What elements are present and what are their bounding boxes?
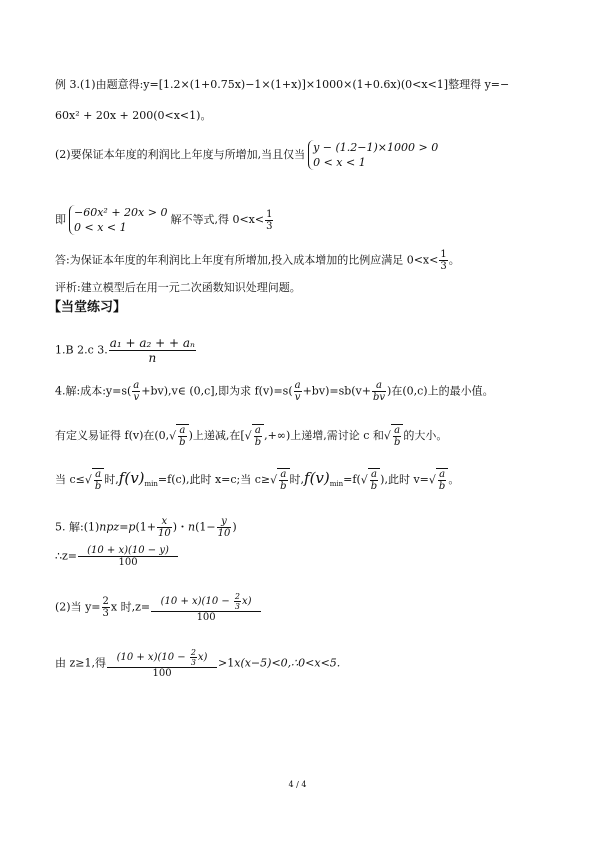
text: 的大小。	[403, 429, 448, 442]
system-row: 0 < x < 1	[313, 156, 366, 169]
answer-text: 答:为保证本年度的年利润比上年度有所增加,投入成本增加的比例应满足 0<x<	[55, 253, 439, 267]
sqrt-a-over-b: √ $\frac{a}{b}$	[361, 468, 380, 492]
text: x 时,z=	[110, 600, 151, 614]
text: ∴z=	[55, 549, 78, 563]
text: (1+	[135, 520, 156, 534]
denominator: 10	[157, 528, 171, 539]
sqrt-a-over-b: √ $\frac{a}{b}$	[169, 424, 188, 448]
denominator: b	[179, 437, 186, 448]
text: 。	[448, 473, 460, 486]
denominator: b	[280, 481, 287, 492]
text: )在(0,c)上的最小值。	[387, 384, 494, 398]
min-subscript: min	[329, 480, 344, 489]
text: +bv)=sb(v+	[302, 384, 371, 398]
numerator: a	[254, 425, 261, 436]
denominator: v	[294, 392, 301, 403]
inequality-system	[69, 205, 167, 235]
fraction	[107, 648, 217, 679]
numerator: a	[372, 380, 386, 392]
text: 时,	[289, 473, 305, 486]
text: )	[232, 520, 237, 534]
text: )上递减,在[	[188, 429, 245, 442]
denominator: 10	[217, 528, 231, 539]
denominator: 3	[266, 220, 273, 232]
text: ),此时 v=	[380, 473, 429, 486]
solve-text: 解不等式,得 0<x<	[170, 213, 265, 226]
practice-5-therefore	[55, 545, 179, 568]
practice-1-3	[55, 336, 197, 365]
numerator: 1	[440, 249, 447, 260]
answers-text: 1.B 2.c 3.	[55, 343, 108, 357]
system-row: −60x² + 20x > 0	[74, 206, 168, 219]
example3-line3	[55, 140, 441, 170]
denominator: b	[370, 481, 378, 492]
text: 时,	[104, 473, 119, 486]
denominator: b	[254, 437, 262, 448]
function-fv: f(v)	[304, 469, 330, 487]
text: )・	[172, 520, 189, 534]
text: n	[188, 520, 196, 534]
practice-4-line1	[55, 380, 494, 403]
numerator: 1	[266, 208, 273, 220]
denominator: b	[393, 437, 401, 448]
text: x(x−5)<0,∴0<x<5.	[234, 656, 341, 670]
text: 有定义易证得 f(v)在(0,	[55, 429, 170, 442]
system-row: y − (1.2−1)×1000 > 0	[313, 141, 439, 154]
section-heading: 【当堂练习】	[48, 300, 127, 315]
numerator: (10 + x)(10 − $\frac{2}{3}$ x)	[151, 592, 261, 612]
numerator: (10 + x)(10 − y)	[78, 545, 178, 557]
example3-comment: 评析:建立模型后在用一元二次函数知识处理问题。	[55, 281, 301, 294]
numerator: a	[394, 425, 401, 436]
practice-5-part3	[55, 648, 340, 679]
fraction	[151, 592, 261, 623]
text: 4.解:成本:y=s(	[55, 384, 132, 398]
prefix: 即	[55, 213, 66, 226]
text: +bv),v∈ (0,c],即为求 f(v)=s(	[141, 384, 293, 398]
system-row: 0 < x < 1	[74, 221, 127, 234]
text: ,+∞)上递增,需讨论 c 和	[264, 429, 384, 442]
inequality-system	[308, 140, 438, 170]
text: 当 c≤	[55, 473, 85, 486]
denominator: n	[148, 351, 157, 365]
fraction	[109, 336, 196, 365]
sqrt-a-over-b: √ $\frac{a}{b}$	[85, 468, 104, 492]
denominator: bv	[372, 392, 386, 403]
practice-5-part2	[55, 592, 262, 623]
numerator: (10 + x)(10 − $\frac{2}{3}$ x)	[107, 648, 217, 668]
denominator: b	[438, 481, 446, 492]
fraction	[294, 380, 302, 403]
sqrt-a-over-b: √ $\frac{a}{b}$	[245, 424, 264, 448]
numerator: a	[133, 380, 140, 391]
denominator: v	[133, 392, 140, 403]
numerator: y	[217, 516, 232, 528]
numerator: a	[294, 380, 301, 391]
period: 。	[448, 253, 460, 267]
numerator: a	[95, 469, 102, 480]
text: =f(c),此时 x=c;当 c≥	[157, 473, 271, 486]
min-subscript: min	[144, 480, 158, 489]
denominator: 100	[152, 668, 172, 679]
text: =f(	[343, 473, 361, 486]
example3-line4	[55, 205, 274, 235]
text: (1−	[195, 520, 216, 534]
numerator: a	[280, 469, 287, 480]
example3-answer	[55, 249, 460, 272]
text: (2)当 y=	[55, 600, 101, 614]
example3-line2: 60x² + 20x + 200(0<x<1)。	[55, 109, 212, 122]
denominator: b	[94, 481, 102, 492]
practice-5-line1	[55, 516, 237, 539]
fraction	[265, 209, 273, 232]
fraction	[217, 516, 232, 539]
fraction	[157, 516, 172, 539]
text: >1	[218, 656, 235, 670]
text: npz=p	[99, 520, 136, 534]
condition-text: (2)要保证本年度的利润比上年度与所增加,当且仅当	[55, 148, 306, 161]
page-number: 4 / 4	[288, 780, 307, 789]
numerator: a	[439, 469, 446, 480]
fraction	[439, 249, 447, 272]
text: 5. 解:(1)	[55, 520, 100, 534]
numerator: a	[179, 425, 186, 436]
fraction	[78, 545, 178, 568]
denominator: 100	[118, 557, 138, 568]
sqrt-a-over-b: √ $\frac{a}{b}$	[384, 424, 403, 448]
fraction	[372, 380, 386, 403]
practice-4-line2	[55, 424, 447, 448]
sqrt-a-over-b: √ $\frac{a}{b}$	[270, 468, 289, 492]
text: 由 z≥1,得	[55, 656, 107, 670]
numerator: a₁ + a₂ + + aₙ	[109, 336, 195, 350]
sqrt-a-over-b: √ $\frac{a}{b}$	[429, 468, 448, 492]
numerator: 2	[102, 596, 109, 607]
function-fv: f(v)	[118, 469, 145, 487]
fraction	[102, 596, 110, 619]
example3-line1: 例 3.(1)由题意得:y=[1.2×(1+0.75x)−1×(1+x)]×1000×(1+0.6x)(0<x<1]整理得 y=−	[55, 78, 510, 91]
denominator: 3	[102, 608, 109, 619]
numerator: x	[157, 516, 172, 528]
denominator: 100	[196, 612, 216, 623]
fraction	[132, 380, 140, 403]
numerator: a	[370, 469, 377, 480]
practice-4-line3	[55, 468, 459, 492]
denominator: 3	[440, 261, 447, 272]
